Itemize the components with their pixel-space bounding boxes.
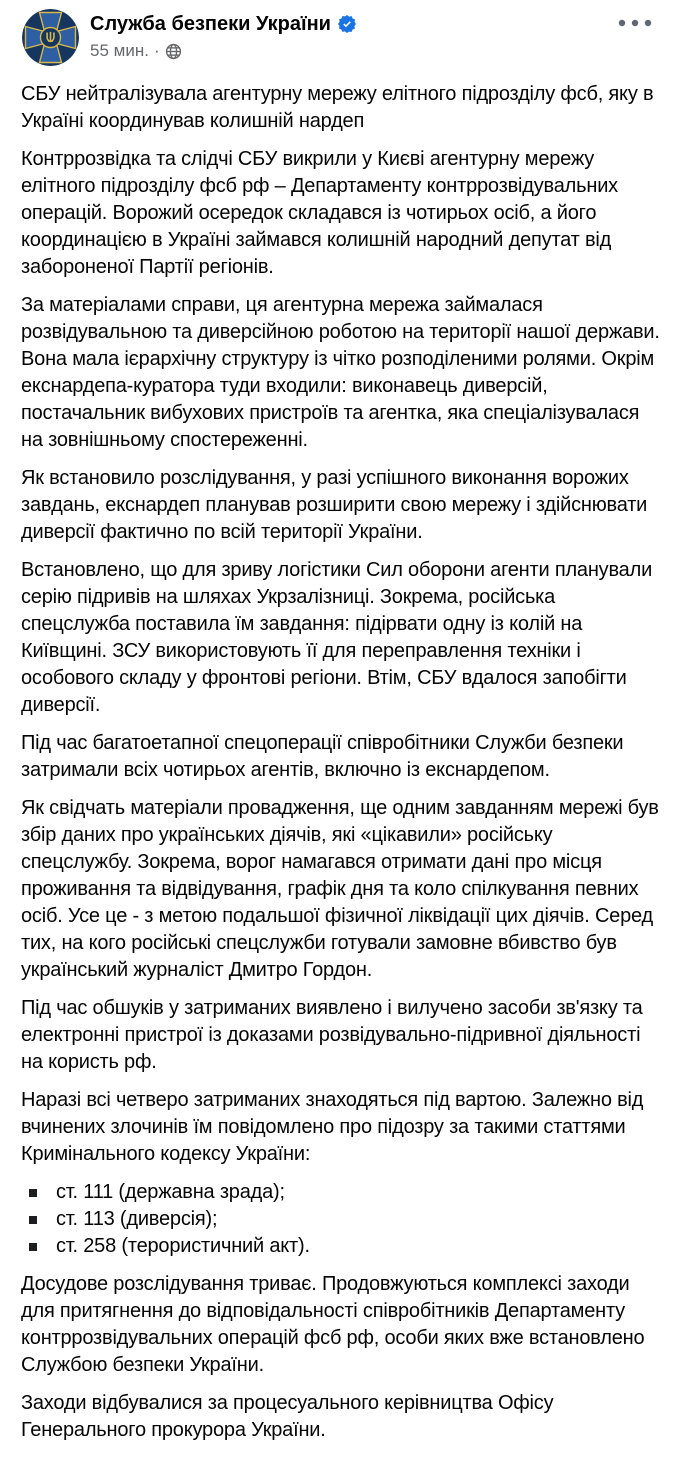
post-paragraph: Контррозвідка та слідчі СБУ викрили у Києві агентурну мережу елітного підрозділу фсб рф – Департаменту контррозвідувальних операцій. Ворожий осередок складався із чотирьох осіб, а його координацією в Україні займався колишній народний депутат від забороненої Партії регіонів. <box>21 148 618 278</box>
post-paragraph: СБУ нейтралізувала агентурну мережу елітного підрозділу фсб, яку в Україні координував колишній нардеп <box>21 83 654 132</box>
more-options-button[interactable] <box>616 9 654 37</box>
sbu-emblem-icon <box>22 9 79 66</box>
post-paragraph: Під час обшуків у затриманих виявлено і вилучено засоби зв'язку та електронні пристрої із доказами розвідувально-підривної діяльності на користь рф. <box>21 997 643 1073</box>
post-timestamp[interactable]: 55 мин. <box>90 41 149 60</box>
post-paragraph: Заходи відбувалися за процесуального керівництва Офісу Генерального прокурора України. <box>21 1392 554 1441</box>
ellipsis-icon <box>618 19 652 27</box>
post-header <box>0 9 682 66</box>
public-globe-icon <box>165 43 182 60</box>
post-paragraph: Як встановило розслідування, у разі успішного виконання ворожих завдань, екснардеп планував розширити свою мережу і здійснювати диверсії фактично по всій території України. <box>21 467 648 543</box>
verified-badge-icon <box>338 15 356 33</box>
page-name-row <box>90 12 616 36</box>
criminal-code-articles-list <box>21 1179 660 1260</box>
list-item: ст. 113 (диверсія); <box>21 1206 660 1233</box>
post-paragraph: Як свідчать матеріали провадження, ще одним завданням мережі був збір даних про українських діячів, які «цікавили» російську спецслужбу. Зокрема, ворог намагався отримати дані про місця проживання та відвідування, графік дня та коло спілкування певних осіб. Усе це - з метою подальшої фізичної ліквідації цих діячів. Серед тих, на кого російські спецслужби готували замовне вбивство був український журналіст Дмитро Гордон. <box>21 797 659 981</box>
post-meta-row <box>90 41 616 61</box>
page-avatar[interactable] <box>22 9 79 66</box>
post-paragraph: За матеріалами справи, ця агентурна мережа займалася розвідувальною та диверсійною роботою на території нашої держави. Вона мала ієрархічну структуру із чітко розподіленими ролями. Окрім екснардепа-куратора туди входили: виконавець диверсій, постачальник вибухових пристроїв та агентка, яка спеціалізувалася на зовнішньому спостереженні. <box>21 294 660 451</box>
page-name[interactable]: Служба безпеки України <box>90 13 331 35</box>
list-item: ст. 111 (державна зрада); <box>21 1179 660 1206</box>
meta-separator: · <box>153 41 160 60</box>
post-paragraph: Встановлено, що для зриву логістики Сил оборони агенти планували серію підривів на шляхах Укрзалізниці. Зокрема, російська спецслужба поставила їм завдання: підірвати одну із колій на Київщині. ЗСУ використовують її для переправлення техніки і особового складу у фронтові регіони. Втім, СБУ вдалося запобігти диверсії. <box>21 559 653 716</box>
post-paragraph: Досудове розслідування триває. Продовжуються комплексі заходи для притягнення до відповідальності співробітників Департаменту контррозвідувальних операцій фсб рф, особи яких вже встановлено Службою безпеки України. <box>21 1273 645 1376</box>
header-text <box>90 9 616 61</box>
post-paragraph: Наразі всі четверо затриманих знаходяться під вартою. Залежно від вчинених злочинів їм повідомлено про підозру за такими статтями Кримінального кодексу України: <box>21 1089 644 1165</box>
post-paragraph: Під час багатоетапної спецоперації співробітники Служби безпеки затримали всіх чотирьох агентів, включно із екснардепом. <box>21 732 624 781</box>
post-body <box>0 81 682 1444</box>
list-item: ст. 258 (терористичний акт). <box>21 1233 660 1260</box>
